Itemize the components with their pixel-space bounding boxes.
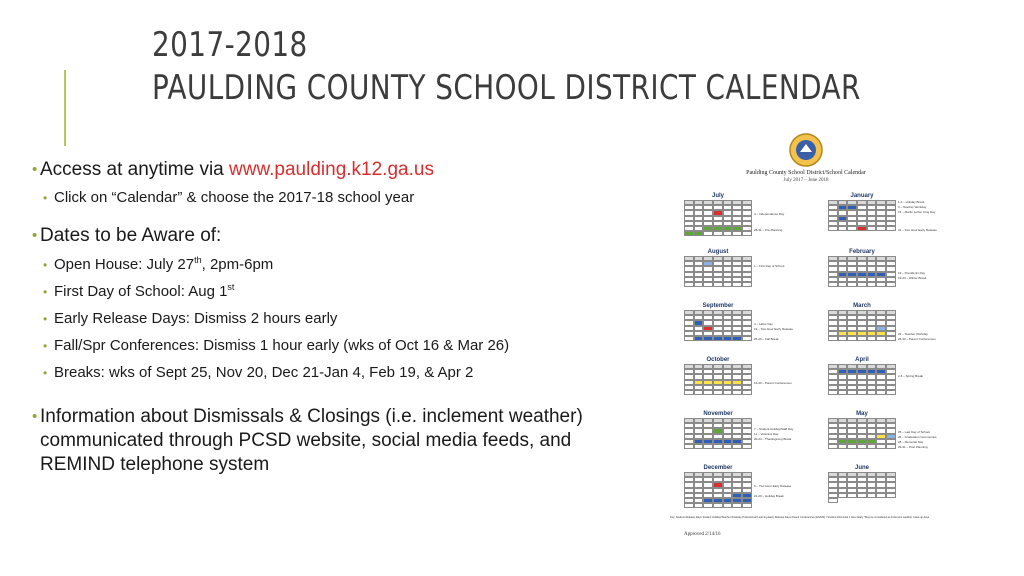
slide-content <box>32 158 652 477</box>
note-january-3: 15 – Martin Luther King Day <box>898 210 936 214</box>
note-august: 1 – First Day of School <box>754 264 785 268</box>
approved-date: Approved 2/14/16 <box>684 532 721 537</box>
access-sub-bullet: • Click on “Calendar” & choose the 2017-18 school year <box>32 188 652 208</box>
note-may-4: 29-31 – Post Planning <box>898 445 928 449</box>
district-website-link[interactable]: www.paulding.k12.ga.us <box>229 159 434 180</box>
month-december: December <box>684 464 752 508</box>
note-september-3: 25-29 – Fall Break <box>754 337 779 341</box>
note-march-2: 26-30 – Parent Conferences <box>898 337 936 341</box>
note-november-2: 11 – Veterans Day <box>754 432 779 436</box>
note-july: 4 – Independence Day <box>754 212 785 216</box>
dates-heading: • Dates to be Aware of: <box>32 224 652 248</box>
title-line-1: 2017-2018 <box>152 25 308 65</box>
title-line-2: PAULDING COUNTY SCHOOL DISTRICT CALENDAR <box>152 68 861 108</box>
note-january: 1-2 – Holiday Break <box>898 200 925 204</box>
month-october: October <box>684 356 752 395</box>
first-day-bullet: • First Day of School: Aug 1st <box>32 282 652 302</box>
breaks-bullet: • Breaks: wks of Sept 25, Nov 20, Dec 21-Jan 4, Feb 19, & Apr 2 <box>32 363 652 383</box>
access-bullet: • Access at anytime via www.paulding.k12.ga.us <box>32 158 652 182</box>
note-february: 19 – Presidents Day <box>898 271 926 275</box>
note-may-2: 26 – Graduation Ceremonies <box>898 435 937 439</box>
info-bullet: • Information about Dismissals & Closings (i.e. inclement weather) communicated through PCSD website, social media feeds, and REMIND telephone system <box>32 405 652 477</box>
month-august: August <box>684 248 752 287</box>
calendar-legend: Key: Student Release Days Student Holiday/Teacher Workday Professional Learning Early Release Days Parent Conferences (ES/MS) / Student Dismissal 1 Hour Early *May be considered as inclement weather make-up days <box>670 516 930 519</box>
note-july-2: 28-31 – Pre-Planning <box>754 228 783 232</box>
note-may-3: 28 – Memorial Day <box>898 440 924 444</box>
note-december: 6 – Two Hour Early Release <box>754 484 792 488</box>
month-july: July <box>684 192 752 236</box>
note-january-2: 3 – Teacher Workday <box>898 205 927 209</box>
calendar-title: Paulding County School District/School Calendar <box>746 170 866 176</box>
district-calendar-image <box>668 132 944 544</box>
note-april: 2-6 – Spring Break <box>898 374 924 378</box>
page-title <box>152 24 861 110</box>
note-march: 23 – Teacher Workday <box>898 332 928 336</box>
month-january: January <box>828 192 896 231</box>
month-november: November <box>684 410 752 449</box>
note-january-4: 31 – Two Hour Early Release <box>898 228 937 232</box>
month-may: May <box>828 410 896 449</box>
early-release-bullet: • Early Release Days: Dismiss 2 hours early <box>32 309 652 329</box>
calendar-subtitle: July 2017 – June 2018 <box>783 178 829 183</box>
accent-divider <box>64 70 66 146</box>
open-house-bullet: • Open House: July 27th, 2pm-6pm <box>32 255 652 275</box>
note-november: 7 – Student Holiday/Staff Day <box>754 427 794 431</box>
month-september: September <box>684 302 752 341</box>
note-september: 4 – Labor Day <box>754 322 773 326</box>
note-may: 25 – Last Day of School <box>898 430 930 434</box>
note-september-2: 19 – Two Hour Early Release <box>754 327 793 331</box>
note-november-3: 20-24 – Thanksgiving Break <box>754 437 792 441</box>
note-february-2: 19-23 – Winter Break <box>898 276 927 280</box>
month-june: June <box>828 464 896 503</box>
month-march: March <box>828 302 896 341</box>
district-seal-icon <box>788 132 824 168</box>
conferences-bullet: • Fall/Spr Conferences: Dismiss 1 hour early (wks of Oct 16 & Mar 26) <box>32 336 652 356</box>
month-february: February <box>828 248 896 287</box>
note-october: 16-20 – Parent Conferences <box>754 381 792 385</box>
note-december-2: 21-29 – Holiday Break <box>754 494 784 498</box>
month-april: April <box>828 356 896 395</box>
